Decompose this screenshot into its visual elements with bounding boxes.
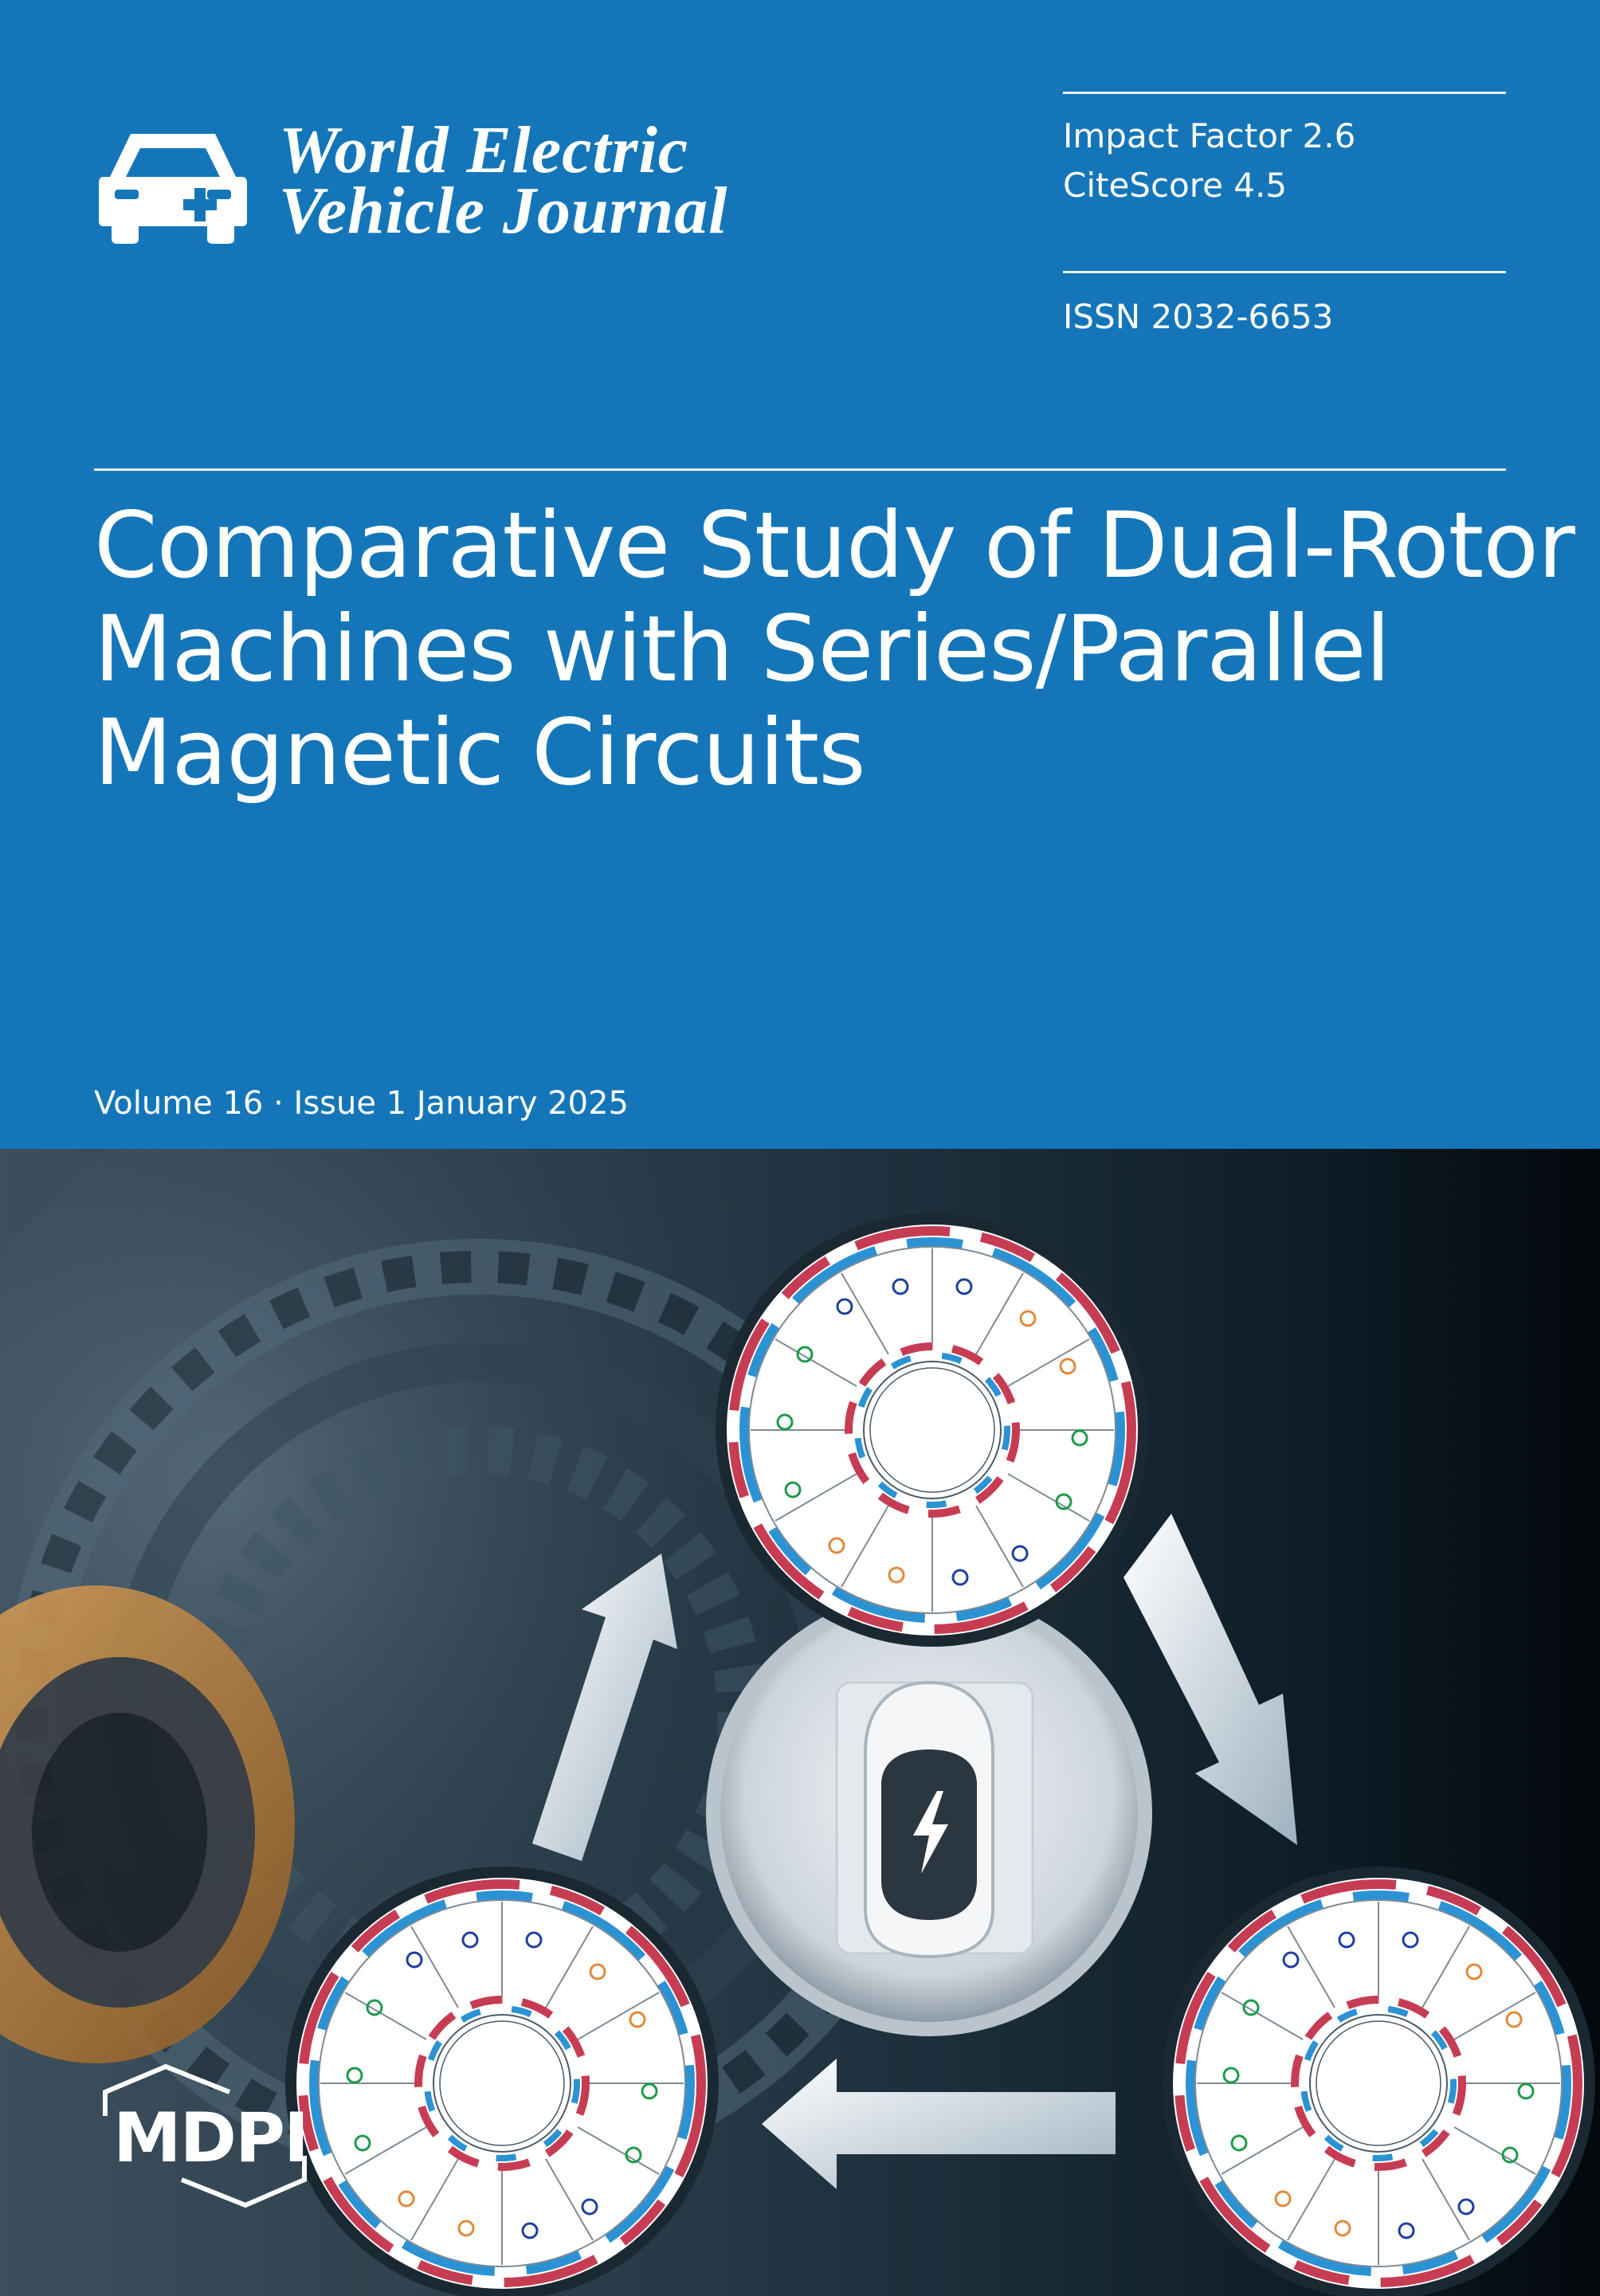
electric-car-icon [706,1590,1152,2036]
article-title [94,494,1576,805]
journal-title-line-2: Vehicle Journal [279,174,728,248]
publisher-logo-text: MDPI [113,2098,308,2178]
article-title-line-2: Machines with Series/Parallel [94,596,1390,702]
journal-title-line-1: World Electric [279,113,689,187]
car-icon [99,127,247,244]
citescore: CiteScore 4.5 [1063,166,1288,205]
divider-top [1063,92,1506,94]
divider-title [94,468,1506,471]
motor-cross-section-right [1162,1867,1595,2296]
issn: ISSN 2032-6653 [1063,297,1334,336]
motor-cross-section-top [716,1213,1149,1647]
motor-cross-section-left [285,1867,719,2296]
article-title-line-1: Comparative Study of Dual-Rotor [94,492,1575,598]
issue-info: Volume 16 · Issue 1 January 2025 [94,1085,629,1122]
article-title-line-3: Magnetic Circuits [94,699,865,805]
impact-factor: Impact Factor 2.6 [1063,116,1356,155]
divider-middle [1063,271,1506,273]
